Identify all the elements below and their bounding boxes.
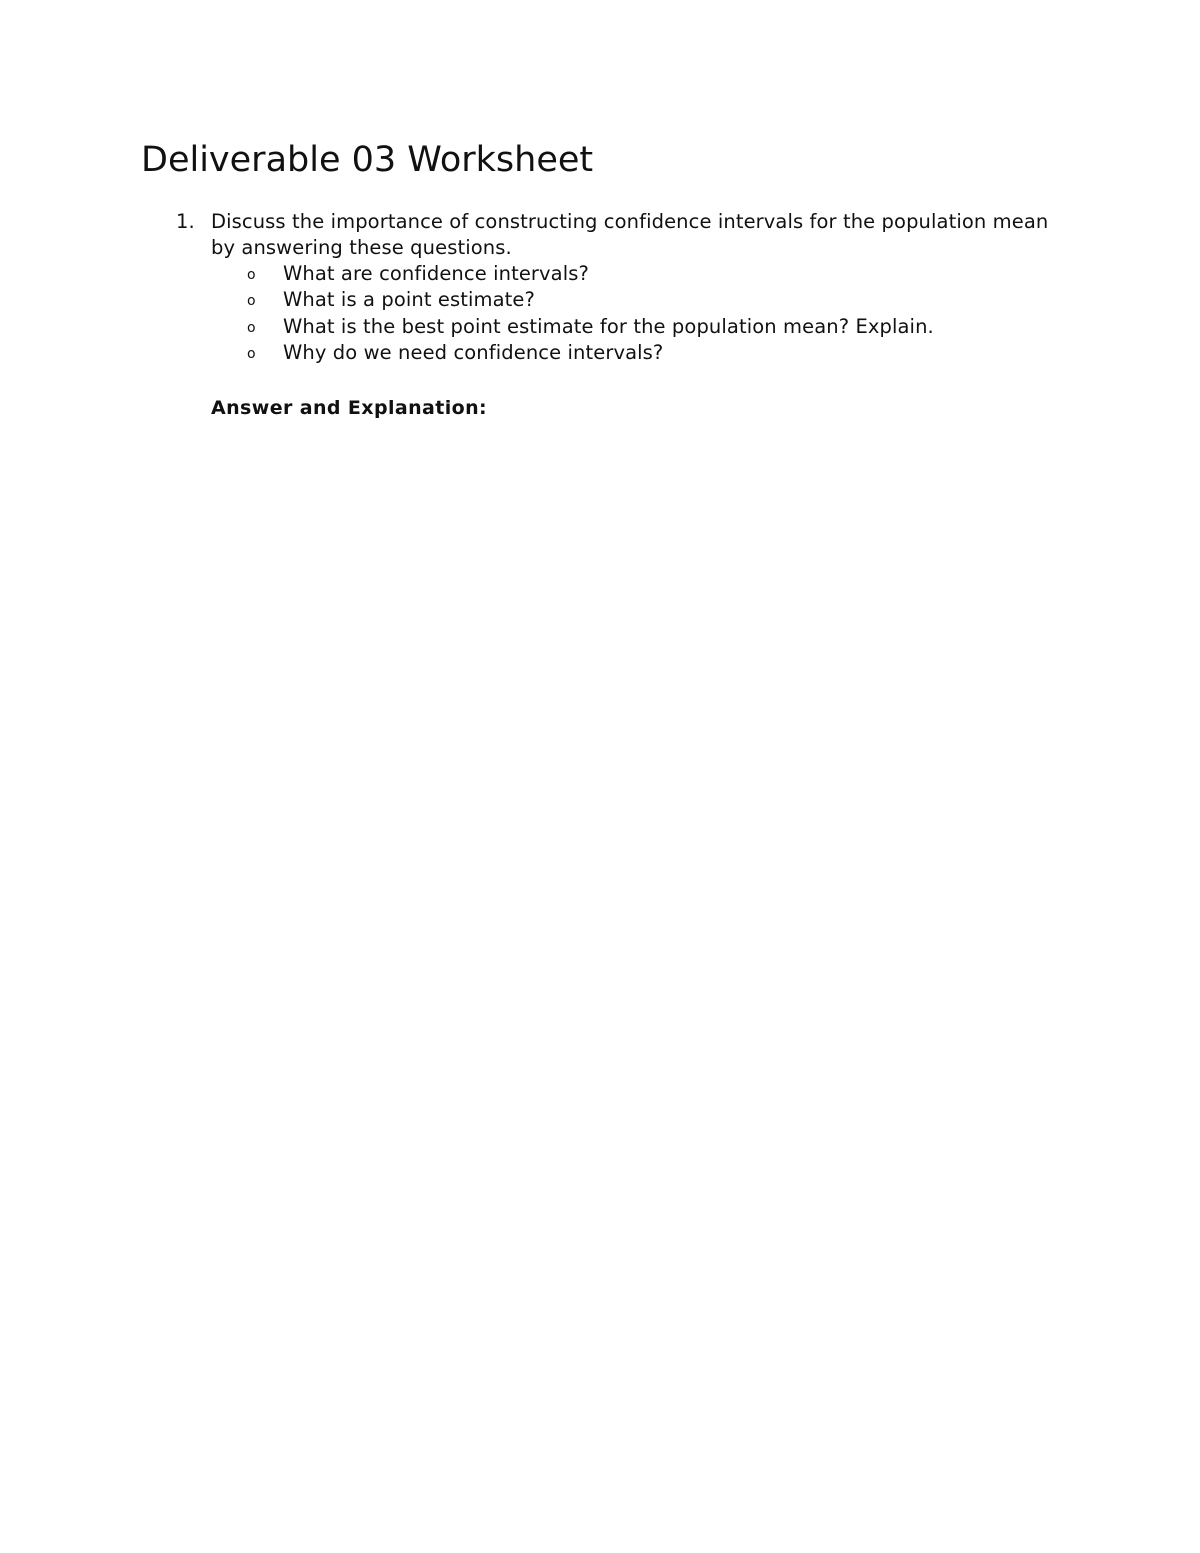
circle-bullet-icon: o [247,319,256,336]
circle-bullet-icon: o [247,345,256,362]
list-item [211,340,1076,366]
sub-question-text: What are confidence intervals? [283,262,589,285]
sub-question-text: Why do we need confidence intervals? [283,340,664,364]
sub-question-text: What is the best point estimate for the population mean? Explain. [283,314,934,338]
document-title: Deliverable 03 Worksheet [141,140,594,180]
question-text: Discuss the importance of constructing confidence intervals for the population mean by answering these questions. [211,210,1049,259]
question-1 [176,209,1076,366]
list-item [211,287,1076,313]
answer-label: Answer and Explanation: [211,397,488,419]
circle-bullet-icon: o [247,267,256,283]
list-item [211,314,1076,340]
sub-question-text: What is a point estimate? [283,288,535,312]
list-item [211,261,1076,287]
sub-question-list [211,261,1076,366]
circle-bullet-icon: o [247,293,256,310]
question-number: 1. [176,210,195,233]
